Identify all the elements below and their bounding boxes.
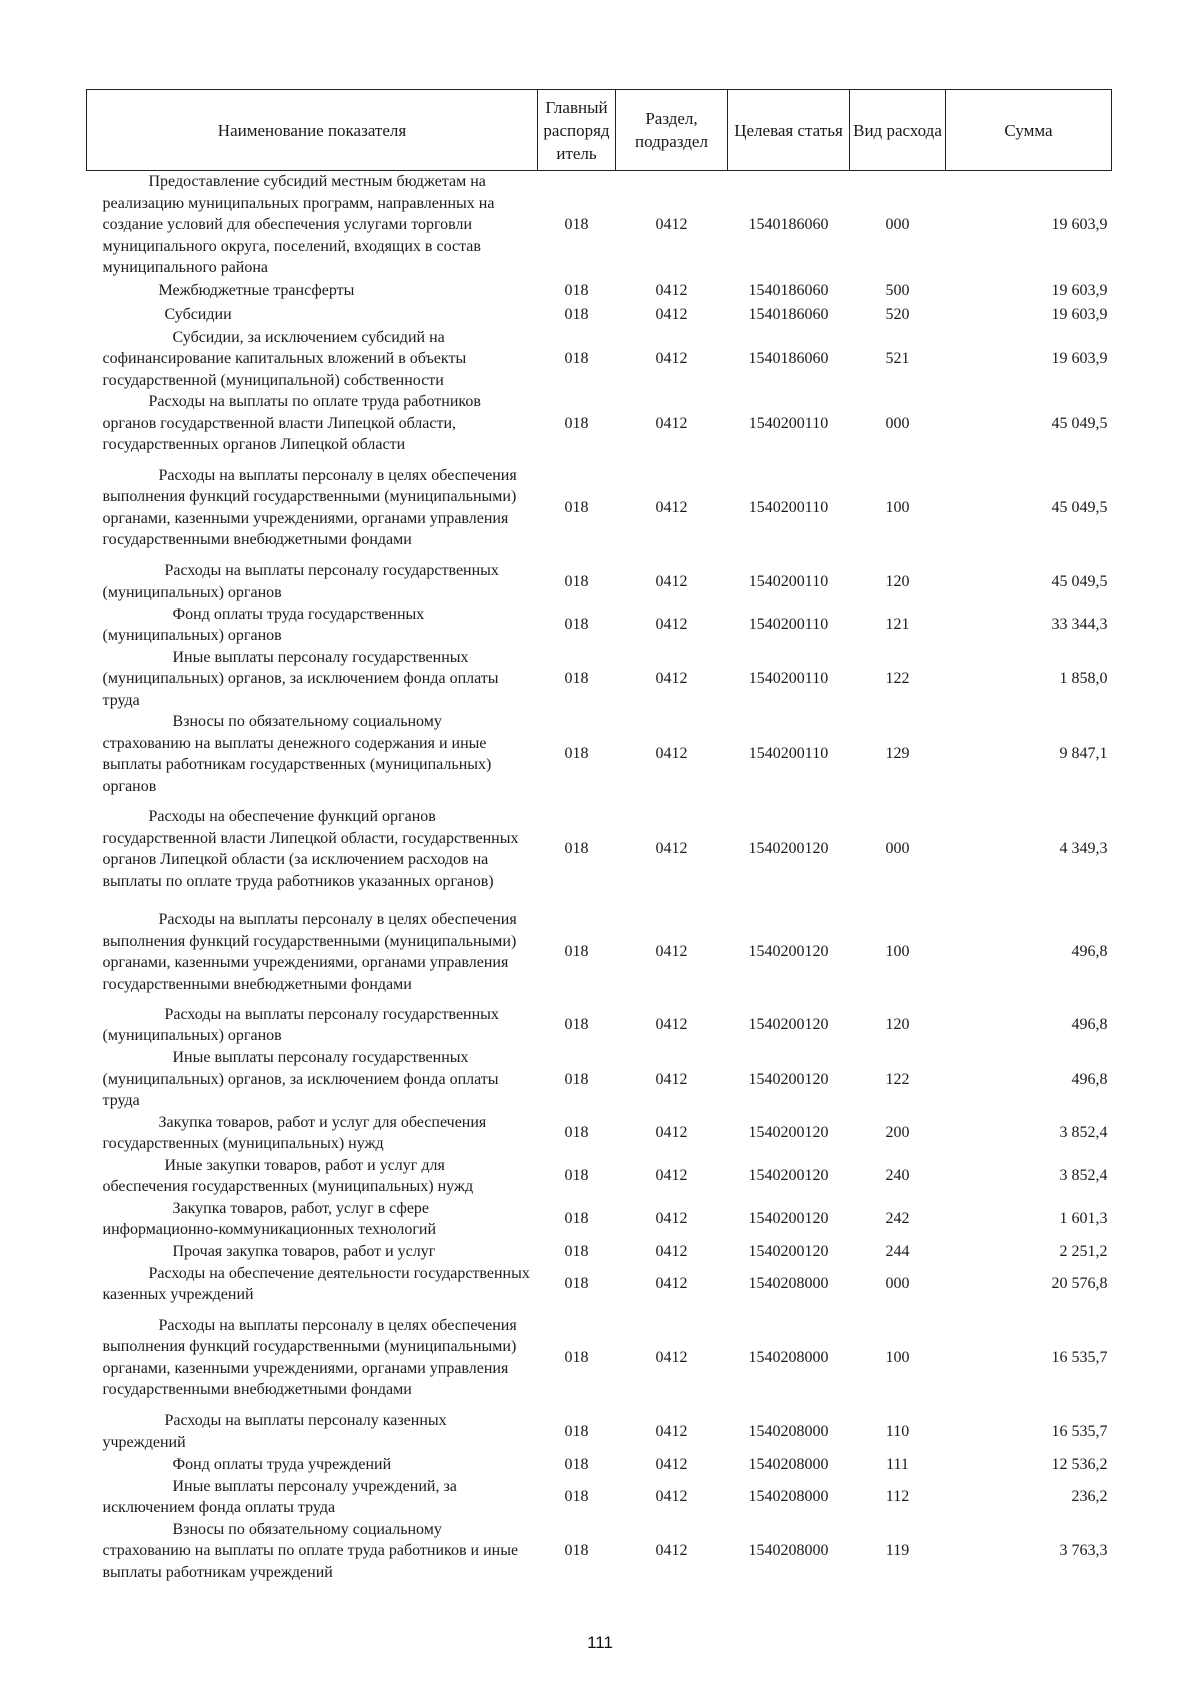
cell-kind: 122 (885, 670, 910, 687)
cell-kind: 000 (885, 840, 910, 858)
cell-section: 0412 (655, 1210, 688, 1228)
cell-target: 1540200110 (748, 498, 829, 516)
cell-target: 1540186060 (748, 305, 829, 323)
table-row (87, 1410, 1112, 1454)
cell-sum: 45 049,5 (1051, 572, 1108, 590)
cell-sum: 3 852,4 (1059, 1124, 1108, 1142)
header-sum: Сумма (946, 90, 1112, 171)
cell-section: 0412 (655, 414, 688, 432)
cell-admin: 018 (564, 498, 589, 516)
cell-kind: 244 (885, 1242, 910, 1260)
table-row (87, 456, 1112, 560)
cell-name: Расходы на обеспечение деятельности государственных казенных учреждений (102, 1264, 530, 1303)
cell-section: 0412 (655, 1016, 688, 1034)
table-row (87, 604, 1112, 647)
cell-admin: 018 (564, 216, 589, 233)
cell-section: 0412 (655, 572, 688, 590)
cell-section: 0412 (655, 1124, 688, 1142)
cell-name: Закупка товаров, работ и услуг для обеспечения государственных (муниципальных) нужд (102, 1113, 487, 1152)
cell-section: 0412 (655, 745, 688, 763)
cell-name: Расходы на выплаты персоналу в целях обеспечения выполнения функций государственными (муниципальными) органами, казенными учреждениями, органами управления государственными внебюджетными фондами (102, 911, 517, 993)
cell-admin: 018 (564, 281, 589, 299)
cell-section: 0412 (655, 350, 688, 367)
cell-admin: 018 (564, 1542, 589, 1559)
cell-sum: 45 049,5 (1051, 414, 1108, 432)
cell-kind: 121 (885, 616, 910, 634)
cell-admin: 018 (564, 1124, 589, 1142)
cell-target: 1540208000 (748, 1542, 829, 1559)
cell-target: 1540208000 (748, 1348, 829, 1366)
cell-sum: 16 535,7 (1051, 1422, 1108, 1440)
table-row (87, 560, 1112, 604)
cell-sum: 9 847,1 (1059, 745, 1108, 763)
cell-kind: 112 (885, 1488, 910, 1506)
cell-name: Прочая закупка товаров, работ и услуг (172, 1242, 436, 1260)
cell-name: Взносы по обязательному социальному страхованию на выплаты по оплате труда работников и иные выплаты работникам учреждений (102, 1520, 519, 1581)
cell-target: 1540208000 (748, 1275, 829, 1293)
cell-kind: 520 (885, 305, 910, 323)
cell-kind: 521 (885, 350, 910, 367)
table-row (87, 303, 1112, 327)
cell-target: 1540208000 (748, 1488, 829, 1506)
cell-target: 1540200120 (748, 1242, 829, 1260)
cell-kind: 000 (885, 1275, 910, 1293)
cell-name: Закупка товаров, работ, услуг в сфере информационно-коммуникационных технологий (102, 1199, 437, 1238)
cell-admin: 018 (564, 1242, 589, 1260)
table-row (87, 1241, 1112, 1263)
cell-admin: 018 (564, 1348, 589, 1366)
table-row (87, 797, 1112, 901)
cell-kind: 110 (885, 1422, 910, 1440)
table-row (87, 901, 1112, 1003)
cell-kind: 240 (885, 1167, 910, 1185)
cell-admin: 018 (564, 305, 589, 323)
cell-name: Предоставление субсидий местным бюджетам на реализацию муниципальных программ, направленных на создание условий для обеспечения услугами торговли муниципального округа, поселений, входящих в состав муниципального района (102, 173, 495, 276)
cell-sum: 2 251,2 (1059, 1242, 1108, 1260)
cell-sum: 19 603,9 (1051, 305, 1108, 323)
cell-target: 1540200110 (748, 414, 829, 432)
cell-kind: 100 (885, 498, 910, 516)
cell-target: 1540186060 (748, 281, 829, 299)
table-row (87, 1112, 1112, 1155)
header-section: Раздел, подраздел (616, 90, 728, 171)
cell-name: Субсидии (164, 305, 232, 323)
cell-target: 1540200120 (748, 943, 829, 961)
table-row (87, 1519, 1112, 1584)
cell-kind: 129 (885, 745, 910, 763)
cell-sum: 496,8 (1071, 1070, 1108, 1088)
cell-kind: 500 (885, 281, 910, 299)
table-row (87, 1155, 1112, 1198)
cell-target: 1540200110 (748, 670, 829, 687)
header-admin: Главный распоряд итель (538, 90, 616, 171)
cell-section: 0412 (655, 1167, 688, 1185)
cell-section: 0412 (655, 1422, 688, 1440)
cell-admin: 018 (564, 1488, 589, 1506)
cell-kind: 242 (885, 1210, 910, 1228)
cell-section: 0412 (655, 943, 688, 961)
table-row (87, 1047, 1112, 1112)
cell-admin: 018 (564, 1422, 589, 1440)
cell-admin: 018 (564, 745, 589, 763)
table-row (87, 1306, 1112, 1410)
cell-section: 0412 (655, 498, 688, 516)
cell-sum: 12 536,2 (1051, 1455, 1108, 1473)
cell-name: Фонд оплаты труда учреждений (172, 1455, 392, 1473)
cell-section: 0412 (655, 1070, 688, 1088)
cell-admin: 018 (564, 572, 589, 590)
table-row (87, 279, 1112, 303)
cell-sum: 16 535,7 (1051, 1348, 1108, 1366)
cell-target: 1540200110 (748, 745, 829, 763)
cell-sum: 19 603,9 (1051, 281, 1108, 299)
cell-target: 1540200120 (748, 1167, 829, 1185)
cell-target: 1540200110 (748, 616, 829, 634)
cell-kind: 000 (885, 216, 910, 233)
cell-admin: 018 (564, 1210, 589, 1228)
table-row (87, 1198, 1112, 1241)
cell-target: 1540200120 (748, 1124, 829, 1142)
cell-kind: 119 (885, 1542, 910, 1559)
cell-sum: 496,8 (1071, 943, 1108, 961)
cell-admin: 018 (564, 670, 589, 687)
cell-sum: 1 858,0 (1059, 670, 1108, 687)
table-row (87, 1476, 1112, 1519)
cell-sum: 45 049,5 (1051, 498, 1108, 516)
page-number: 111 (587, 1633, 613, 1652)
cell-admin: 018 (564, 1016, 589, 1034)
cell-sum: 236,2 (1071, 1488, 1108, 1506)
cell-sum: 3 852,4 (1059, 1167, 1108, 1185)
cell-name: Взносы по обязательному социальному страхованию на выплаты денежного содержания и иные выплаты работникам государственных (муниципальных) органов (102, 713, 492, 795)
cell-admin: 018 (564, 1070, 589, 1088)
cell-sum: 1 601,3 (1059, 1210, 1108, 1228)
cell-name: Расходы на выплаты персоналу государственных (муниципальных) органов (102, 1005, 499, 1044)
cell-name: Расходы на выплаты персоналу в целях обеспечения выполнения функций государственными (муниципальными) органами, казенными учреждениями, органами управления государственными внебюджетными фондами (102, 1316, 517, 1398)
cell-section: 0412 (655, 840, 688, 858)
cell-name: Иные выплаты персоналу государственных (муниципальных) органов, за исключением фонда оплаты труда (102, 648, 499, 709)
cell-name: Расходы на выплаты по оплате труда работников органов государственной власти Липецкой области, государственных органов Липецкой области (102, 393, 481, 453)
cell-name: Фонд оплаты труда государственных (муниципальных) органов (102, 605, 425, 644)
cell-name: Межбюджетные трансферты (158, 281, 355, 299)
cell-kind: 200 (885, 1124, 910, 1142)
cell-kind: 111 (886, 1455, 909, 1473)
cell-kind: 000 (885, 414, 910, 432)
cell-section: 0412 (655, 1275, 688, 1293)
cell-name: Расходы на обеспечение функций органов государственной власти Липецкой области, государственных органов Липецкой области (за исключением расходов на выплаты по оплате труда работников указанных органов) (102, 808, 519, 890)
cell-section: 0412 (655, 305, 688, 323)
table-row (87, 1454, 1112, 1476)
cell-section: 0412 (655, 216, 688, 233)
table-row (87, 647, 1112, 712)
cell-target: 1540200110 (748, 572, 829, 590)
cell-name: Иные закупки товаров, работ и услуг для обеспечения государственных (муниципальных) нужд (102, 1156, 474, 1195)
table-row (87, 1263, 1112, 1306)
cell-sum: 19 603,9 (1051, 216, 1108, 233)
cell-admin: 018 (564, 1167, 589, 1185)
budget-table (86, 89, 1112, 1583)
cell-name: Иные выплаты персоналу государственных (муниципальных) органов, за исключением фонда оплаты труда (102, 1049, 499, 1109)
cell-target: 1540200120 (748, 1210, 829, 1228)
cell-sum: 3 763,3 (1059, 1542, 1108, 1559)
cell-kind: 120 (885, 572, 910, 590)
cell-sum: 496,8 (1071, 1016, 1108, 1034)
cell-admin: 018 (564, 840, 589, 858)
cell-target: 1540186060 (748, 216, 829, 233)
header-name: Наименование показателя (87, 90, 538, 171)
cell-section: 0412 (655, 1542, 688, 1559)
cell-kind: 120 (885, 1016, 910, 1034)
cell-sum: 20 576,8 (1051, 1275, 1108, 1293)
cell-kind: 122 (885, 1070, 910, 1088)
cell-admin: 018 (564, 1275, 589, 1293)
cell-name: Расходы на выплаты персоналу государственных (муниципальных) органов (102, 562, 499, 601)
cell-sum: 4 349,3 (1059, 840, 1108, 858)
cell-target: 1540186060 (748, 350, 829, 367)
table-row (87, 171, 1112, 279)
cell-section: 0412 (655, 281, 688, 299)
cell-admin: 018 (564, 350, 589, 367)
cell-name: Иные выплаты персоналу учреждений, за исключением фонда оплаты труда (102, 1477, 457, 1516)
table-header (87, 90, 1112, 171)
cell-sum: 33 344,3 (1051, 616, 1108, 634)
cell-name: Субсидии, за исключением субсидий на софинансирование капитальных вложений в объекты государственной (муниципальной) собственности (102, 328, 467, 389)
cell-section: 0412 (655, 616, 688, 634)
cell-admin: 018 (564, 414, 589, 432)
cell-target: 1540208000 (748, 1455, 829, 1473)
cell-admin: 018 (564, 943, 589, 961)
table-row (87, 711, 1112, 797)
cell-section: 0412 (655, 1348, 688, 1366)
cell-admin: 018 (564, 1455, 589, 1473)
cell-target: 1540200120 (748, 1016, 829, 1034)
cell-sum: 19 603,9 (1051, 350, 1108, 367)
cell-kind: 100 (885, 943, 910, 961)
cell-section: 0412 (655, 1242, 688, 1260)
table-row (87, 1003, 1112, 1047)
cell-section: 0412 (655, 1488, 688, 1506)
header-kind: Вид расхода (850, 90, 946, 171)
cell-target: 1540208000 (748, 1422, 829, 1440)
table-row (87, 327, 1112, 392)
cell-kind: 100 (885, 1348, 910, 1366)
cell-section: 0412 (655, 1455, 688, 1473)
cell-target: 1540200120 (748, 840, 829, 858)
cell-name: Расходы на выплаты персоналу в целях обеспечения выполнения функций государственными (муниципальными) органами, казенными учреждениями, органами управления государственными внебюджетными фондами (102, 466, 517, 548)
cell-target: 1540200120 (748, 1070, 829, 1088)
cell-admin: 018 (564, 616, 589, 634)
header-target: Целевая статья (728, 90, 850, 171)
table-body (87, 171, 1112, 1584)
cell-section: 0412 (655, 670, 688, 687)
cell-name: Расходы на выплаты персоналу казенных учреждений (102, 1412, 447, 1451)
table-row (87, 391, 1112, 456)
